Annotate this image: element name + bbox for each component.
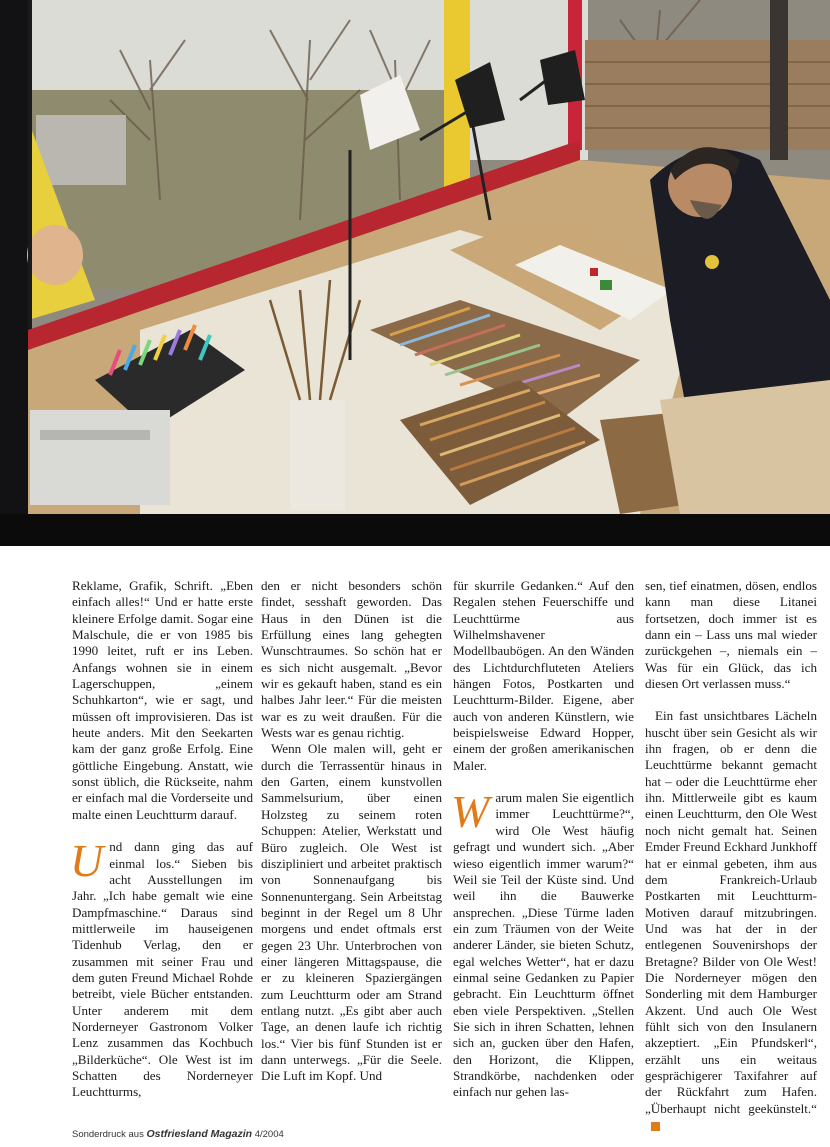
paragraph-text: nd dann ging das auf einmal los.“ Sieben bis acht Ausstellungen im Jahr. „Ich habe gemalt wie eine Dampfmaschine.“ Daraus sind mittlerweile im hauseigenen Tidenhub Verlag, den er zusammen mit seiner Frau und dem guten Freund Michael Rohde betreibt, viele Bücher entstanden. Unter anderem mit dem Norderneyer Gastronom Volker Lenz zusammen das Kochbuch „Bilderküche“. Ole West ist im Schatten des Norderneyer Leuchtturms,: [72, 839, 253, 1100]
paragraph: [645, 708, 817, 1133]
paragraph: [70, 835, 253, 1101]
paragraph: Wenn Ole malen will, geht er durch die Terrassentür hinaus in den Garten, einem kunstvollen Sammelsurium, über einen Holzsteg zu seinem roten Schuppen: Atelier, Werkstatt und Büro zugleich. Ole West ist diszipliniert und arbeitet praktisch von Sonnenaufgang bis Sonnenuntergang. Sein Arbeitstag beginnt in der Regel um 8 Uhr morgens und endet oftmals erst gegen 23 Uhr. Unterbrochen von einer längeren Mittagspause, die er zu kleineren Spaziergängen zum Leuchtturm oder am Strand entlang nutzt. „Es gibt aber auch Tage, an denen laufe ich richtig los.“ Vier bis fünf Stunden ist er dann unterwegs. „Für die Seele. Die Luft im Kopf. Und: [261, 741, 442, 1084]
drop-cap: U: [70, 835, 104, 887]
photo-bottom-band: [0, 514, 830, 546]
footer-prefix: Sonderdruck aus: [72, 1129, 144, 1140]
magazine-name: Ostfriesland Magazin: [146, 1128, 253, 1140]
paragraph: [451, 786, 634, 1101]
paragraph: Reklame, Grafik, Schrift. „Eben einfach alles!“ Und er hatte erste kleinere Erfolge damit. Sogar eine Malschule, die er von 1985 bis 1990 leitet, ruft er ins Leben. Anfangs wohnen sie in einem Lagerschuppen, „einem Schuhkarton“, wie er sagt, und müssen oft improvisieren. Das ist heute anders. Mit den Seekarten kam der ganz große Erfolg. Eine göttliche Eingebung. Anstatt, wie sonst üblich, die Rückseite, nahm er einfach mal die Vorderseite und malte einen Leuchtturm darauf.: [72, 578, 253, 822]
paragraph: den er nicht besonders schön findet, sesshaft geworden. Das Haus in den Dünen ist die Erfüllung eines lang gehegten Wunschtraumes. So schön hat er es sich nicht ausgemalt. „Bevor wir es gekauft haben, stand es ein halbes Jahr leer.“ Für die meisten war es zu weit draußen. Für die Wests war es genau richtig.: [261, 578, 442, 741]
paragraph: für skurrile Gedanken.“ Auf den Regalen stehen Feuerschiffe und Leuchttürme aus Wilhelmshavener Modellbaubögen. An den Wänden des Lichtdurchfluteten Ateliers hängen Fotos, Postkarten und Leuchtturm-Bilder. Eigene, aber auch von anderen Künstlern, wie beispielsweise Edward Hopper, einem der großen amerikanischen Maler.: [453, 578, 634, 773]
text-column-4: [645, 578, 817, 1133]
paragraph-text: Ein fast unsichtbares Lächeln huscht über sein Gesicht als wir ihn fragen, ob er denn die Leuchttürme bekannt gemacht hat – oder die Leuchttürme eher ihn. Mittlerweile gibt es kaum einen Leuchtturm, den Ole West noch nicht gemalt hat. Seinen Emder Freund Eckhard Junkhoff hat er einmal gebeten, ihm aus dem Frankreich-Urlaub Postkarten mit Leuchtturm-Motiven darauf mitzubringen. Und was hat der in der entlegenen Souvenirshops der Bretagne? Bilder von Ole West! Die Norderneyer mögen den Sonderling mit dem Hamburger Akzent. Und auch Ole West fühlt sich von den Insulanern akzeptiert. „Ein Pfundskerl“, erzählt uns ein weitaus gesprächigerer Taxifahrer auf der Rückfahrt zum Hafen. „Überhaupt nicht geekünstelt.“: [645, 708, 817, 1116]
text-column-2: [261, 578, 442, 1085]
end-mark-icon: [651, 1122, 660, 1131]
paragraph-text: arum malen Sie eigentlich immer Leuchttürme?“, wird Ole West häufig gefragt und wundert sich. „Aber wieso eigentlich immer warum?“ Weil sie Teil der Küste sind. Und weil ihn die Bauwerke ansprechen. „Diese Türme laden ein zum Träumen von der Weite anderer Länder, sie bieten Schutz, egal welches Wetter“, hat er dazu einmal seine Gedanken zu Papier gebracht. Ein Leuchtturm öffnet eben viele Perspektiven. „Stellen Sie sich in ihren Schatten, lehnen sich an, gucken über den Hafen, den Horizont, die Klippen, Strandkörbe, nachdenken oder einfach nur gehen las-: [453, 790, 634, 1100]
text-column-3: [453, 578, 634, 1101]
drop-cap: W: [451, 786, 490, 838]
article-photo: [0, 0, 830, 514]
page-footer: [72, 1128, 284, 1140]
paragraph: sen, tief einatmen, dösen, endlos kann man diese Litanei fortsetzen, doch immer ist es dann ein – Lass uns mal wieder zurückgehen –, niemals ein – Was für ein Glück, das ich diesen Ort verlassen muss.“: [645, 578, 817, 692]
text-column-1: [72, 578, 253, 1101]
issue-number: 4/2004: [254, 1129, 284, 1140]
